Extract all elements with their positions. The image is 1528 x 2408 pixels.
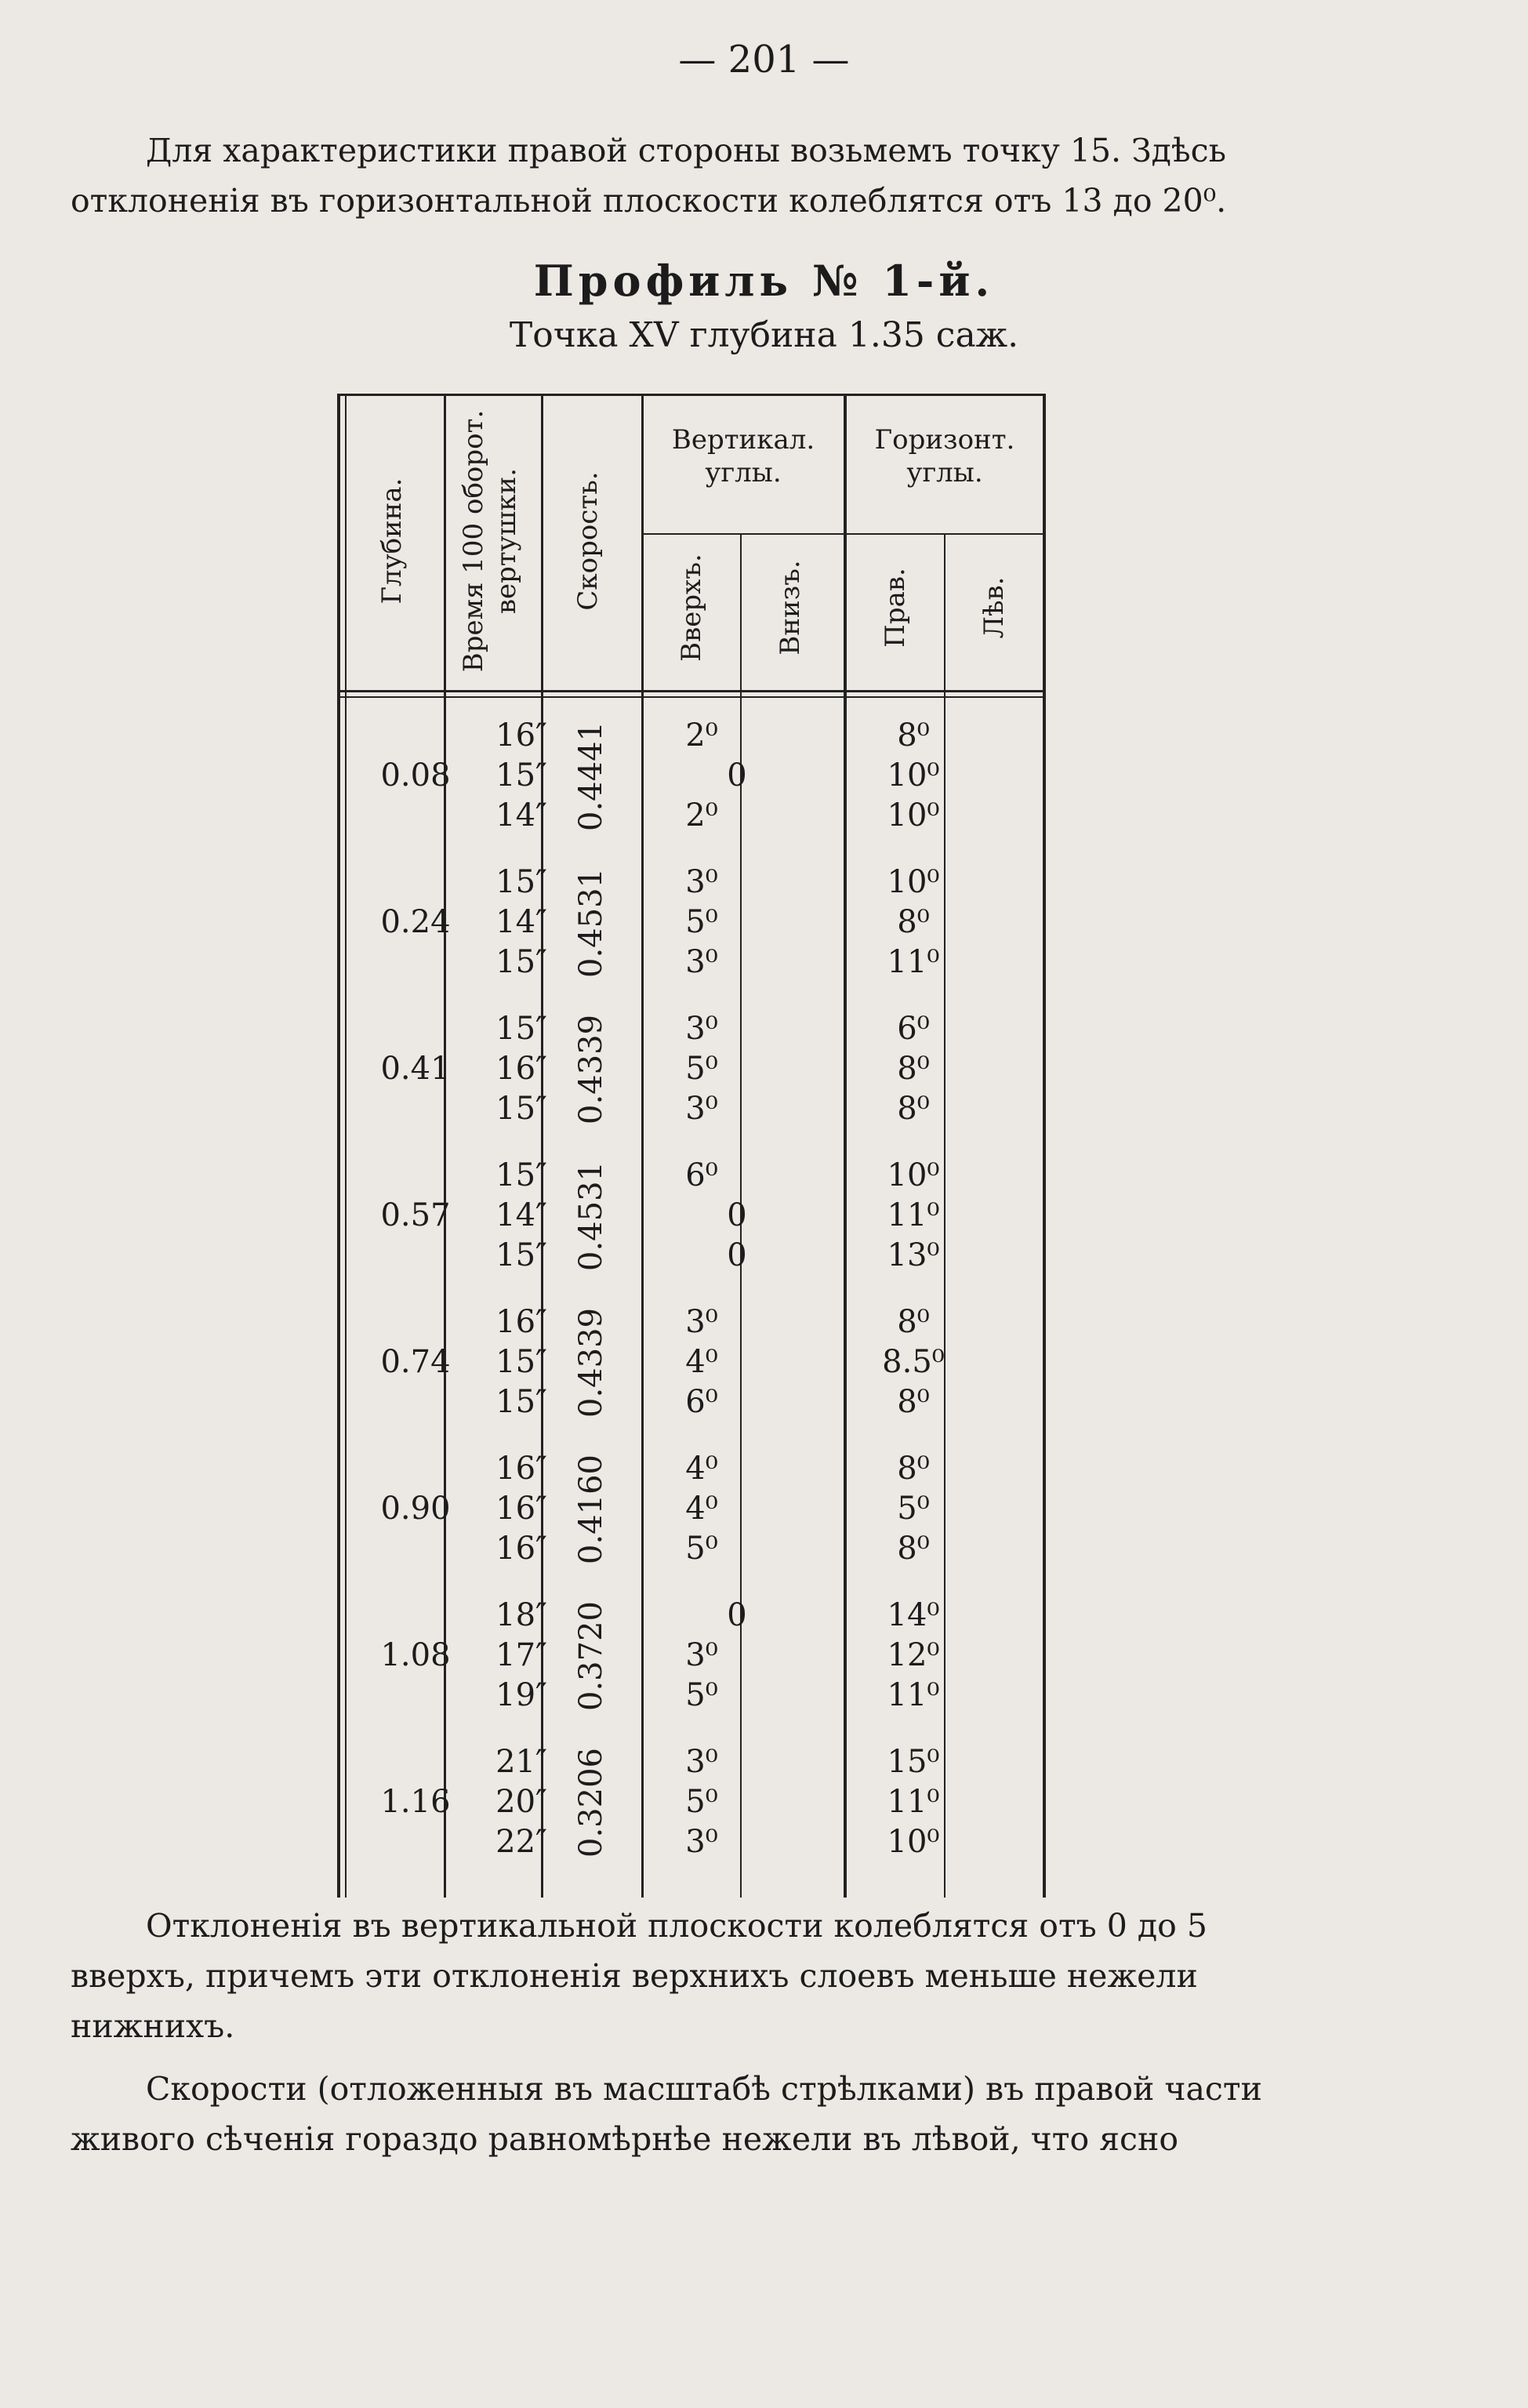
table-subheader-rule bbox=[641, 533, 1043, 535]
up-angle-cell: 5⁰ bbox=[685, 904, 718, 940]
table-rule bbox=[641, 394, 644, 1898]
time-cell: 21″ bbox=[495, 1744, 547, 1780]
right-angle-cell: 10⁰ bbox=[887, 797, 940, 834]
time-cell: 15″ bbox=[495, 1011, 547, 1047]
right-angle-cell: 12⁰ bbox=[887, 1637, 940, 1673]
header-left: Лѣв. bbox=[978, 576, 1010, 639]
paragraph-line: нижнихъ. bbox=[71, 2007, 235, 2045]
up-angle-cell: 3⁰ bbox=[685, 1011, 718, 1047]
right-angle-cell: 8⁰ bbox=[897, 1051, 930, 1087]
up-angle-cell: 5⁰ bbox=[685, 1677, 718, 1713]
header-up: Вверхъ. bbox=[676, 554, 707, 662]
header-time-line2: вертушки. bbox=[491, 467, 522, 615]
speed-cell: 0.4531 bbox=[573, 1161, 609, 1271]
right-angle-cell: 15⁰ bbox=[887, 1744, 940, 1780]
time-cell: 18″ bbox=[495, 1597, 547, 1633]
time-cell: 17″ bbox=[495, 1637, 547, 1673]
time-cell: 19″ bbox=[495, 1677, 547, 1713]
speed-cell: 0.4339 bbox=[573, 1308, 609, 1418]
time-cell: 14″ bbox=[495, 1197, 547, 1233]
right-angle-cell: 8⁰ bbox=[897, 1091, 930, 1127]
header-horizontal-group bbox=[847, 423, 1043, 489]
right-angle-cell: 8⁰ bbox=[897, 904, 930, 940]
up-angle-cell: 2⁰ bbox=[685, 717, 718, 754]
right-angle-cell: 11⁰ bbox=[887, 1677, 940, 1713]
depth-cell: 1.16 bbox=[380, 1784, 451, 1820]
speed-cell: 0.3720 bbox=[573, 1601, 609, 1711]
intro-line: Для характеристики правой стороны возьмемъ точку 15. Здѣсь bbox=[146, 132, 1226, 169]
table-header-rule bbox=[337, 690, 1046, 692]
right-angle-cell: 11⁰ bbox=[887, 944, 940, 980]
time-cell: 15″ bbox=[495, 864, 547, 900]
header-vertical-group-line1: Вертикал. bbox=[671, 424, 815, 456]
right-angle-cell: 10⁰ bbox=[887, 864, 940, 900]
time-cell: 16″ bbox=[495, 1304, 547, 1340]
point-subtitle: Точка XV глубина 1.35 саж. bbox=[509, 315, 1019, 355]
speed-cell: 0.4160 bbox=[573, 1455, 609, 1564]
right-angle-cell: 8⁰ bbox=[897, 1304, 930, 1340]
table-rule bbox=[844, 394, 847, 1898]
down-angle-cell: 0 bbox=[727, 1197, 747, 1233]
up-angle-cell: 4⁰ bbox=[685, 1491, 718, 1527]
right-angle-cell: 11⁰ bbox=[887, 1197, 940, 1233]
up-angle-cell: 5⁰ bbox=[685, 1784, 718, 1820]
right-angle-cell: 8⁰ bbox=[897, 717, 930, 754]
speed-cell: 0.4339 bbox=[573, 1015, 609, 1124]
profile-title: Профиль № 1-й. bbox=[533, 256, 995, 306]
paragraph-line: живого сѣченія гораздо равномѣрнѣе нежели въ лѣвой, что ясно bbox=[71, 2120, 1179, 2158]
speed-cell: 0.4441 bbox=[573, 721, 609, 831]
header-vertical-group-line2: углы. bbox=[705, 457, 782, 489]
time-cell: 15″ bbox=[495, 1157, 547, 1193]
header-horizontal-group-line1: Горизонт. bbox=[874, 424, 1015, 456]
right-angle-cell: 8⁰ bbox=[897, 1531, 930, 1567]
right-angle-cell: 8⁰ bbox=[897, 1451, 930, 1487]
table-top-rule bbox=[337, 394, 1046, 396]
right-angle-cell: 8.5⁰ bbox=[882, 1344, 945, 1380]
table-rule bbox=[1043, 394, 1046, 1898]
header-vertical-group bbox=[643, 423, 844, 489]
right-angle-cell: 10⁰ bbox=[887, 1824, 940, 1860]
depth-cell: 0.74 bbox=[380, 1344, 451, 1380]
up-angle-cell: 3⁰ bbox=[685, 1744, 718, 1780]
speed-cell: 0.3206 bbox=[573, 1748, 609, 1858]
time-cell: 20″ bbox=[495, 1784, 547, 1820]
deviation-paragraph bbox=[71, 1901, 1341, 2051]
up-angle-cell: 4⁰ bbox=[685, 1451, 718, 1487]
time-cell: 15″ bbox=[495, 944, 547, 980]
paragraph-line: Скорости (отложенныя въ масштабѣ стрѣлками) въ правой части bbox=[146, 2070, 1262, 2108]
up-angle-cell: 3⁰ bbox=[685, 1637, 718, 1673]
time-cell: 14″ bbox=[495, 904, 547, 940]
depth-cell: 0.24 bbox=[380, 904, 451, 940]
up-angle-cell: 3⁰ bbox=[685, 1824, 718, 1860]
right-angle-cell: 14⁰ bbox=[887, 1597, 940, 1633]
depth-cell: 0.08 bbox=[380, 757, 451, 794]
table-rule bbox=[337, 394, 340, 1898]
up-angle-cell: 6⁰ bbox=[685, 1157, 718, 1193]
speed-paragraph bbox=[71, 2064, 1341, 2164]
time-cell: 15″ bbox=[495, 1091, 547, 1127]
up-angle-cell: 3⁰ bbox=[685, 1304, 718, 1340]
time-cell: 15″ bbox=[495, 1384, 547, 1420]
time-cell: 16″ bbox=[495, 717, 547, 754]
time-cell: 15″ bbox=[495, 1344, 547, 1380]
up-angle-cell: 6⁰ bbox=[685, 1384, 718, 1420]
up-angle-cell: 3⁰ bbox=[685, 1091, 718, 1127]
right-angle-cell: 6⁰ bbox=[897, 1011, 930, 1047]
down-angle-cell: 0 bbox=[727, 757, 747, 794]
up-angle-cell: 2⁰ bbox=[685, 797, 718, 834]
header-time-line1: Время 100 оборот. bbox=[458, 409, 489, 673]
header-speed: Скорость. bbox=[572, 471, 604, 611]
right-angle-cell: 10⁰ bbox=[887, 1157, 940, 1193]
page-number: — 201 — bbox=[678, 38, 850, 82]
depth-cell: 0.41 bbox=[380, 1051, 451, 1087]
paragraph-line: вверхъ, причемъ эти отклоненія верхнихъ слоевъ меньше нежели bbox=[71, 1957, 1198, 1995]
speed-cell: 0.4531 bbox=[573, 868, 609, 978]
time-cell: 14″ bbox=[495, 797, 547, 834]
header-horizontal-group-line2: углы. bbox=[906, 457, 983, 489]
right-angle-cell: 10⁰ bbox=[887, 757, 940, 794]
intro-paragraph bbox=[71, 125, 1341, 226]
header-right: Прав. bbox=[880, 568, 911, 648]
up-angle-cell: 5⁰ bbox=[685, 1051, 718, 1087]
time-cell: 15″ bbox=[495, 1237, 547, 1273]
down-angle-cell: 0 bbox=[727, 1597, 747, 1633]
depth-cell: 1.08 bbox=[380, 1637, 451, 1673]
time-cell: 16″ bbox=[495, 1051, 547, 1087]
time-cell: 16″ bbox=[495, 1451, 547, 1487]
table-header-rule bbox=[337, 696, 1046, 698]
table-rule bbox=[345, 394, 347, 1898]
depth-cell: 0.57 bbox=[380, 1197, 451, 1233]
time-cell: 16″ bbox=[495, 1491, 547, 1527]
paragraph-line: Отклоненія въ вертикальной плоскости колеблятся отъ 0 до 5 bbox=[146, 1907, 1207, 1945]
intro-line: отклоненія въ горизонтальной плоскости колеблятся отъ 13 до 20⁰. bbox=[71, 182, 1227, 220]
right-angle-cell: 13⁰ bbox=[887, 1237, 940, 1273]
depth-cell: 0.90 bbox=[380, 1491, 451, 1527]
right-angle-cell: 8⁰ bbox=[897, 1384, 930, 1420]
up-angle-cell: 3⁰ bbox=[685, 864, 718, 900]
up-angle-cell: 3⁰ bbox=[685, 944, 718, 980]
right-angle-cell: 5⁰ bbox=[897, 1491, 930, 1527]
right-angle-cell: 11⁰ bbox=[887, 1784, 940, 1820]
time-cell: 22″ bbox=[495, 1824, 547, 1860]
time-cell: 16″ bbox=[495, 1531, 547, 1567]
header-depth: Глубина. bbox=[376, 478, 408, 605]
down-angle-cell: 0 bbox=[727, 1237, 747, 1273]
up-angle-cell: 5⁰ bbox=[685, 1531, 718, 1567]
header-down: Внизъ. bbox=[775, 560, 806, 656]
up-angle-cell: 4⁰ bbox=[685, 1344, 718, 1380]
time-cell: 15″ bbox=[495, 757, 547, 794]
